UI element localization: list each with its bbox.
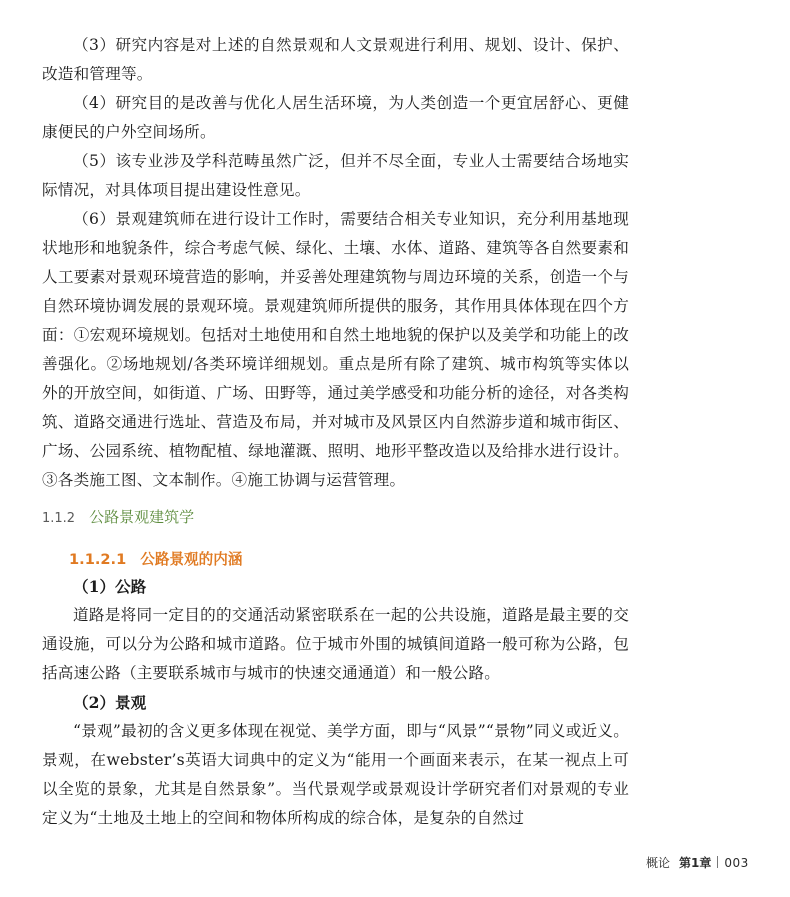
- paragraph-item-5: （5）该专业涉及学科范畴虽然广泛，但并不尽全面，专业人士需要结合场地实际情况，对具体项目提出建设性意见。: [42, 152, 629, 199]
- subsection-number: 1.1.2.1: [69, 551, 127, 568]
- subsection-title: 公路景观的内涵: [140, 551, 243, 568]
- paragraph-item-6: （6）景观建筑师在进行设计工作时，需要结合相关专业知识，充分利用基地现状地形和地貌条件，综合考虑气候、绿化、土壤、水体、道路、建筑等各自然要素和人工要素对景观环境营造的影响，并妥善处理建筑物与周边环境的关系，创造一个与自然环境协调发展的景观环境。景观建筑师所提供的服务，其作用具体体现在四个方面：①宏观环境规划。包括对土地使用和自然土地地貌的保护以及美学和功能上的改善强化。②场地规划/各类环境详细规划。重点是所有除了建筑、城市构筑等实体以外的开放空间，如街道、广场、田野等，通过美学感受和功能分析的途径，对各类构筑、道路交通进行选址、营造及布局，并对城市及风景区内自然游步道和城市街区、广场、公园系统、植物配植、绿地灌溉、照明、地形平整改造以及给排水进行设计。③各类施工图、文本制作。④施工协调与运营管理。: [42, 210, 629, 489]
- paragraph-landscape: “景观”最初的含义更多体现在视觉、美学方面，即与“风景”“景物”同义或近义。景观，在webster’s英语大词典中的定义为“能用一个画面来表示，在某一视点上可以全览的景象，尤其是自然景象”。当代景观学或景观设计学研究者们对景观的专业定义为“土地及土地上的空间和物体所构成的综合体，是复杂的自然过: [42, 722, 629, 827]
- sub-heading-road: （1）公路: [73, 577, 147, 596]
- paragraph-item-3: （3）研究内容是对上述的自然景观和人文景观进行利用、规划、设计、保护、改造和管理等。: [42, 36, 629, 83]
- paragraph-road: 道路是将同一定目的的交通活动紧密联系在一起的公共设施，道路是最主要的交通设施，可以分为公路和城市道路。位于城市外围的城镇间道路一般可称为公路，包括高速公路（主要联系城市与城市的快速交通通道）和一般公路。: [42, 606, 629, 682]
- footer-section-label: 概论: [646, 856, 671, 870]
- footer-divider: [717, 856, 718, 868]
- page-footer: [646, 852, 749, 874]
- page-body: [42, 31, 629, 833]
- section-heading-1-1-2: [42, 505, 629, 531]
- sub-heading-landscape: （2）景观: [73, 693, 147, 712]
- section-heading-1-1-2-1: [42, 548, 629, 572]
- page-number: 003: [724, 856, 749, 870]
- section-title: 公路景观建筑学: [89, 508, 195, 526]
- footer-chapter-label: 第1章: [679, 856, 712, 870]
- section-number: 1.1.2: [42, 511, 76, 526]
- paragraph-item-4: （4）研究目的是改善与优化人居生活环境，为人类创造一个更宜居舒心、更健康便民的户外空间场所。: [42, 94, 629, 141]
